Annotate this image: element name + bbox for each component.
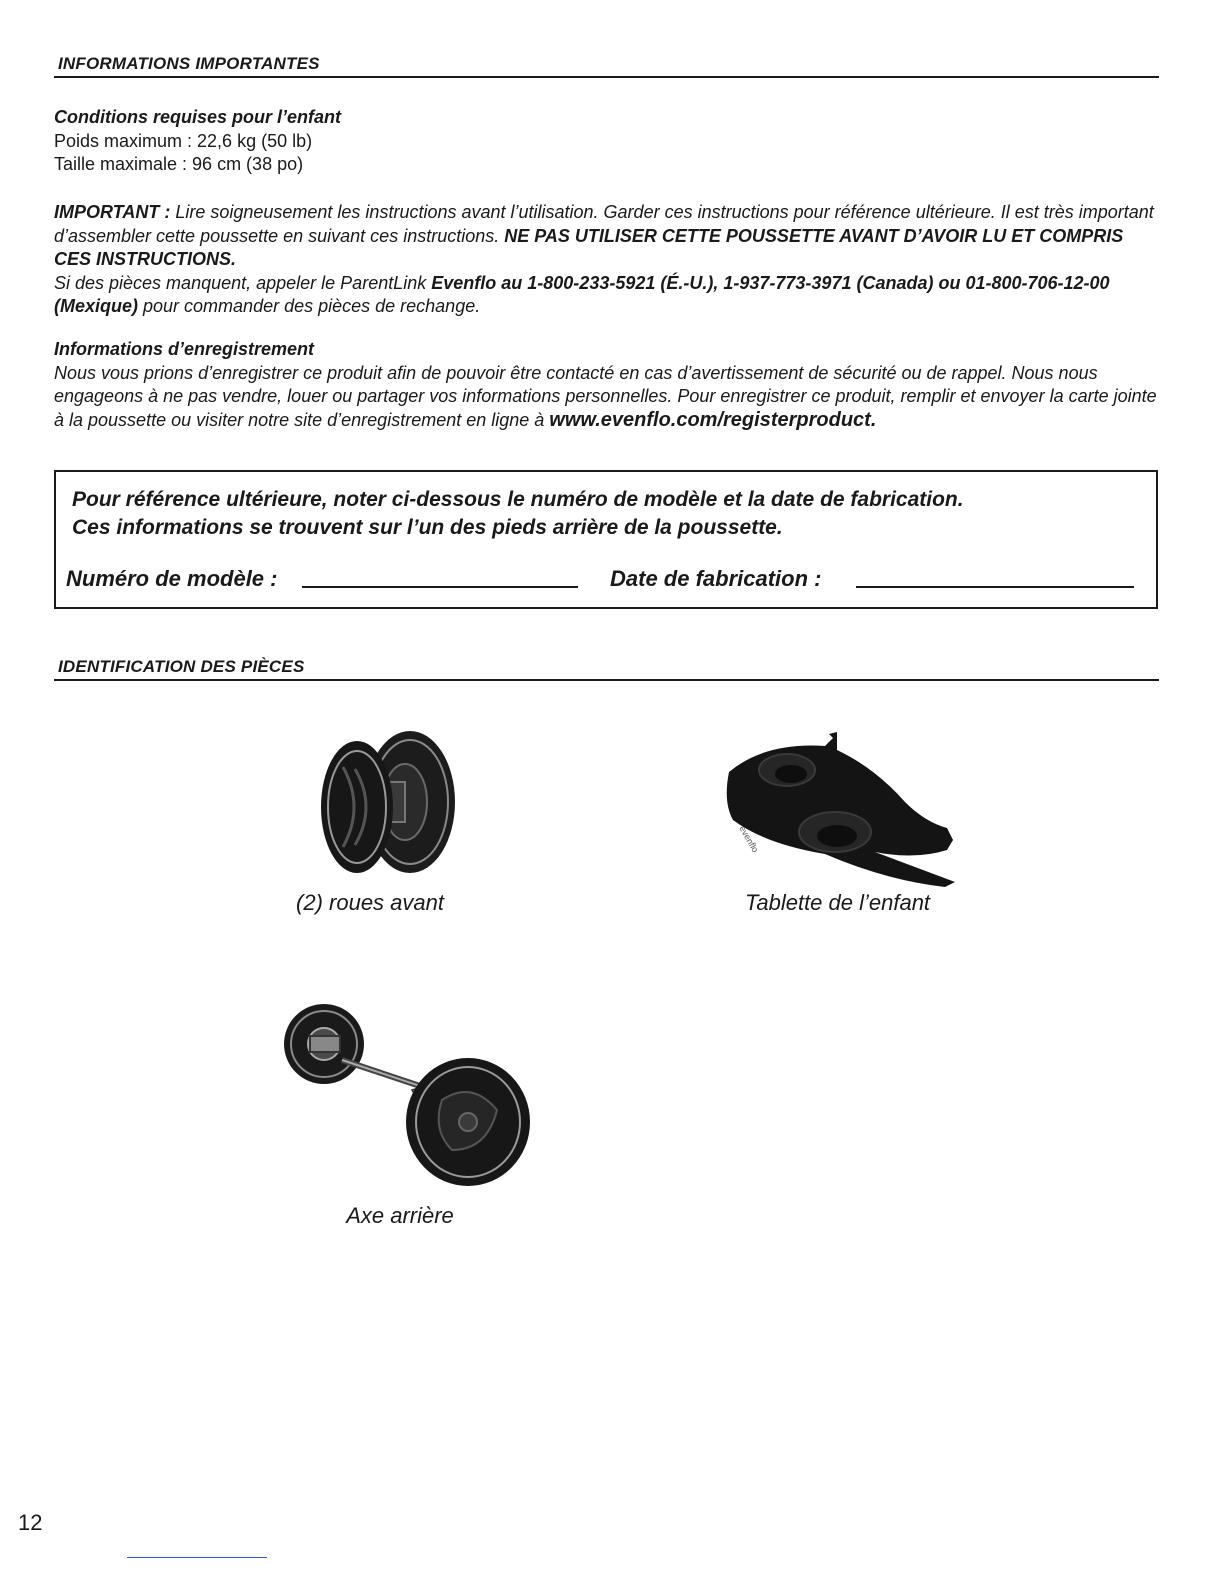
record-box-line2: Ces informations se trouvent sur l’un des pieds arrière de la poussette.	[72, 516, 783, 539]
missing-parts-prefix: Si des pièces manquent, appeler le ParentLink	[54, 272, 432, 293]
registration-heading: Informations d’enregistrement	[54, 339, 315, 359]
rear-axle-icon	[284, 1004, 530, 1186]
model-number-field[interactable]	[302, 586, 578, 588]
footer-rule	[127, 1557, 267, 1558]
section-heading-parts: IDENTIFICATION DES PIÈCES	[54, 657, 1159, 681]
rear-axle-illustration	[282, 1000, 534, 1190]
section-heading-important-info: INFORMATIONS IMPORTANTES	[54, 54, 1159, 78]
registration-text: Nous vous prions d’enregistrer ce produit afin de pouvoir être contacté en cas d’avertissement de sécurité ou de rappel. Nous nous engageons à ne pas vendre, louer ou partager vos informations personnelles. Pour enregistrer ce produit, remplir et envoyer la carte jointe à la poussette ou visiter notre site d’enregistrement en ligne à	[54, 362, 1157, 430]
record-box	[54, 470, 1158, 609]
front-wheels-illustration	[315, 727, 460, 877]
missing-parts-suffix: pour commander des pièces de rechange.	[138, 296, 481, 316]
child-requirements	[54, 106, 1164, 177]
rear-axle-caption: Axe arrière	[346, 1203, 454, 1228]
important-warning: NE PAS UTILISER CETTE POUSSETTE AVANT D’AVOIR LU ET COMPRIS CES INSTRUCTIONS.	[54, 225, 1124, 269]
front-wheels-caption: (2) roues avant	[296, 890, 444, 915]
model-number-label: Numéro de modèle :	[66, 566, 278, 591]
record-box-instructions	[72, 486, 964, 542]
record-box-line1: Pour référence ultérieure, noter ci-dessous le numéro de modèle et la date de fabrication.	[72, 488, 964, 511]
important-text: Lire soigneusement les instructions avant l’utilisation. Garder ces instructions pour référence ultérieure. Il est très important d’assembler cette poussette en suivant ces instructions.	[54, 202, 1154, 246]
child-requirements-heading: Conditions requises pour l’enfant	[54, 107, 342, 127]
page-number: 12	[18, 1510, 43, 1535]
important-label: IMPORTANT :	[54, 202, 171, 222]
child-tray-icon	[727, 732, 955, 887]
manufacture-date-label: Date de fabrication :	[610, 566, 822, 591]
max-weight: Poids maximum : 22,6 kg (50 lb)	[54, 130, 313, 151]
manufacture-date-field[interactable]	[856, 586, 1134, 588]
tray-logo: evenflo	[737, 824, 761, 855]
front-wheels-icon	[321, 731, 455, 873]
registration-url: www.evenflo.com/registerproduct.	[549, 408, 877, 431]
registration-info	[54, 338, 1164, 432]
important-paragraph	[54, 201, 1164, 319]
child-tray-illustration	[725, 732, 957, 887]
child-tray-caption: Tablette de l’enfant	[744, 890, 931, 915]
max-height: Taille maximale : 96 cm (38 po)	[54, 154, 304, 174]
missing-parts-contacts: Evenflo au 1-800-233-5921 (É.-U.), 1-937-773-3971 (Canada) ou 01-800-706-12-00 (Mexique)	[54, 272, 1110, 316]
